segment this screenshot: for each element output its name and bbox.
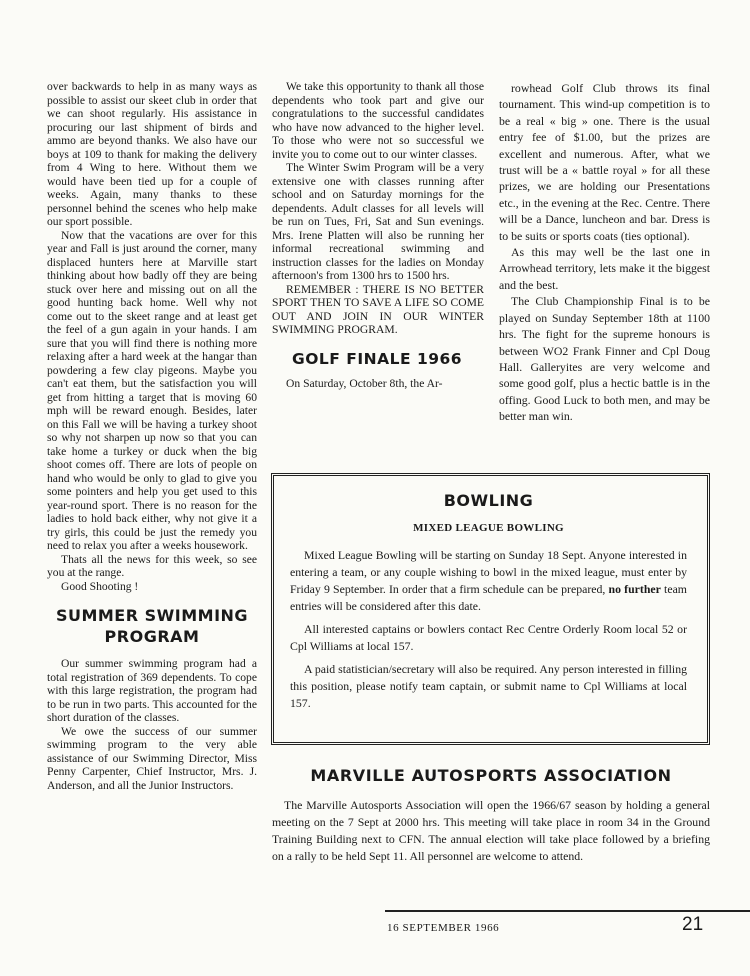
column-middle bbox=[272, 80, 484, 390]
skeet-paragraph-2: Now that the vacations are over for this year and Fall is just around the corner, many displaced hunters here at Marville start thinking about how badly off they are being stuck over here and missing out on all the good hunting back home. Well why not come out to the skeet range and at least get the feel of a gun again in your hands. I am sure that you will find there is nothing more relaxing after a hard week at the hangar than powdering a few clay pigeons. Maybe you can't eat them, but the satisfaction you will get from hitting a target that is moving 60 mph will be reward enough. Besides, later on this Fall we will be having a turkey shoot so why not sharpen up now so that you can take home a turkey or duck when the big shoot comes off. There are lots of people on hand who would be only to glad to give you some pointers and help you get used to this year-round sport. There is no reason for the ladies to hold back either, why not give it a try girls, this could be just the remedy you need to relax you after a weeks housework. bbox=[47, 228, 257, 552]
bowling-p1-end: team entries will be considered after this date. bbox=[290, 582, 687, 613]
footer-date: 16 SEPTEMBER 1966 bbox=[387, 922, 500, 934]
golf-finale-heading: GOLF FINALE 1966 bbox=[292, 349, 463, 368]
summer-paragraph-2: We owe the success of our summer swimming program to the very able assistance of our Swimming Director, Miss Penny Carpenter, Chief Instructor, Mrs. J. Anderson, and all the Junior Instructors. bbox=[47, 724, 257, 792]
autosports-body bbox=[272, 797, 710, 865]
bowling-p1-start: Mixed League Bowling will be starting on Sunday 18 Sept. Anyone interested in entering a team, or any couple wishing to bowl in the mixed league, must enter by Friday 9 September. In order that a firm schedule can be prepared, bbox=[290, 548, 687, 596]
bowling-paragraph-1 bbox=[290, 547, 687, 615]
bowling-subheading: MIXED LEAGUE BOWLING bbox=[413, 522, 564, 534]
autosports-heading: MARVILLE AUTOSPORTS ASSOCIATION bbox=[310, 766, 672, 785]
swim-paragraph-1: We take this opportunity to thank all those dependents who took part and give our congratulations to the successful candidates who have now advanced to the higher level. To those who were not so successful we invite you to come out to our winter classes. bbox=[272, 80, 484, 161]
summer-paragraph-1: Our summer swimming program had a total registration of 369 dependents. To cope with this large registration, the program had to be run in two parts. This accounted for the short duration of the classes. bbox=[47, 657, 257, 724]
skeet-paragraph-1: over backwards to help in as many ways as possible to assist our skeet club in order that we can shoot regularly. His assistance in procuring our last shipment of birds and ammo are beyond thanks. We also have our boys at 109 to thank for making the delivery from 4 Wing to here. Without them we would have been tied up for a couple of weeks. Again, many thanks to these personnel behind the scenes who help make our sport possible. bbox=[47, 80, 257, 228]
golf-paragraph-1: On Saturday, October 8th, the Ar- bbox=[286, 376, 443, 390]
bowling-box bbox=[271, 473, 710, 745]
column-left bbox=[47, 80, 257, 792]
autosports-paragraph: The Marville Autosports Association will open the 1966/67 season by holding a general meeting on the 7 Sept at 2000 hrs. This meeting will take place in room 34 in the Ground Training Building next to CFN. The annual election will take place followed by a briefing on a rally to be held Sept 11. All personnel are welcome to attend. bbox=[272, 798, 710, 863]
skeet-sign-off: Good Shooting ! bbox=[61, 579, 139, 593]
golf-paragraph-2: rowhead Golf Club throws its final tournament. This wind-up competition is to be a real « big » one. There is the usual entry fee of $1.00, but the prizes are excellent and numerous. After, what we trust will be a « battle royal » for all these prizes, we are holding our Presentations etc., in the evening at the Rec. Centre. There will be a Dance, luncheon and bar. Dress is to be suits or sports coats (ties optional). bbox=[499, 81, 710, 243]
column-right bbox=[499, 80, 710, 425]
golf-paragraph-3: As this may well be the last one in Arrowhead territory, lets make it the biggest and the best. bbox=[499, 245, 710, 292]
bowling-paragraph-3: A paid statistician/secretary will also be required. Any person interested in filling this position, please notify team captain, or submit name to Cpl Williams at local 157. bbox=[290, 662, 687, 710]
page-number: 21 bbox=[682, 914, 704, 935]
summer-swimming-heading: SUMMER SWIMMING PROGRAM bbox=[55, 606, 249, 646]
bowling-paragraph-2: All interested captains or bowlers contact Rec Centre Orderly Room local 52 or Cpl Williams at local 157. bbox=[290, 622, 687, 653]
golf-paragraph-4: The Club Championship Final is to be played on Sunday September 18th at 1100 hrs. The fight for the supreme honours is between WO2 Frank Finner and Cpl Doug Hall. Galleryites are very welcome and some good golf, plus a hectic battle is in the offing. Good Luck to both men, and may be better man win. bbox=[499, 294, 710, 424]
swim-remember-paragraph: REMEMBER : THERE IS NO BETTER SPORT THEN TO SAVE A LIFE SO COME OUT AND JOIN IN OUR WINTER SWIMMING PROGRAM. bbox=[272, 282, 484, 336]
skeet-paragraph-3: Thats all the news for this week, so see you at the range. bbox=[47, 552, 257, 579]
bowling-p1-emphasis: no further bbox=[608, 582, 661, 596]
footer-rule bbox=[385, 910, 750, 912]
bowling-heading: BOWLING bbox=[443, 491, 534, 510]
swim-paragraph-2: The Winter Swim Program will be a very extensive one with classes running after school and on Saturday mornings for the dependents. Adult classes for all levels will be run on Tues, Fri, Sat and Sun evenings. Mrs. Irene Platten will also be running her informal recreational swimming and instruction classes for the ladies on Monday afternoon's from 1300 hrs to 1500 hrs. bbox=[272, 161, 484, 282]
